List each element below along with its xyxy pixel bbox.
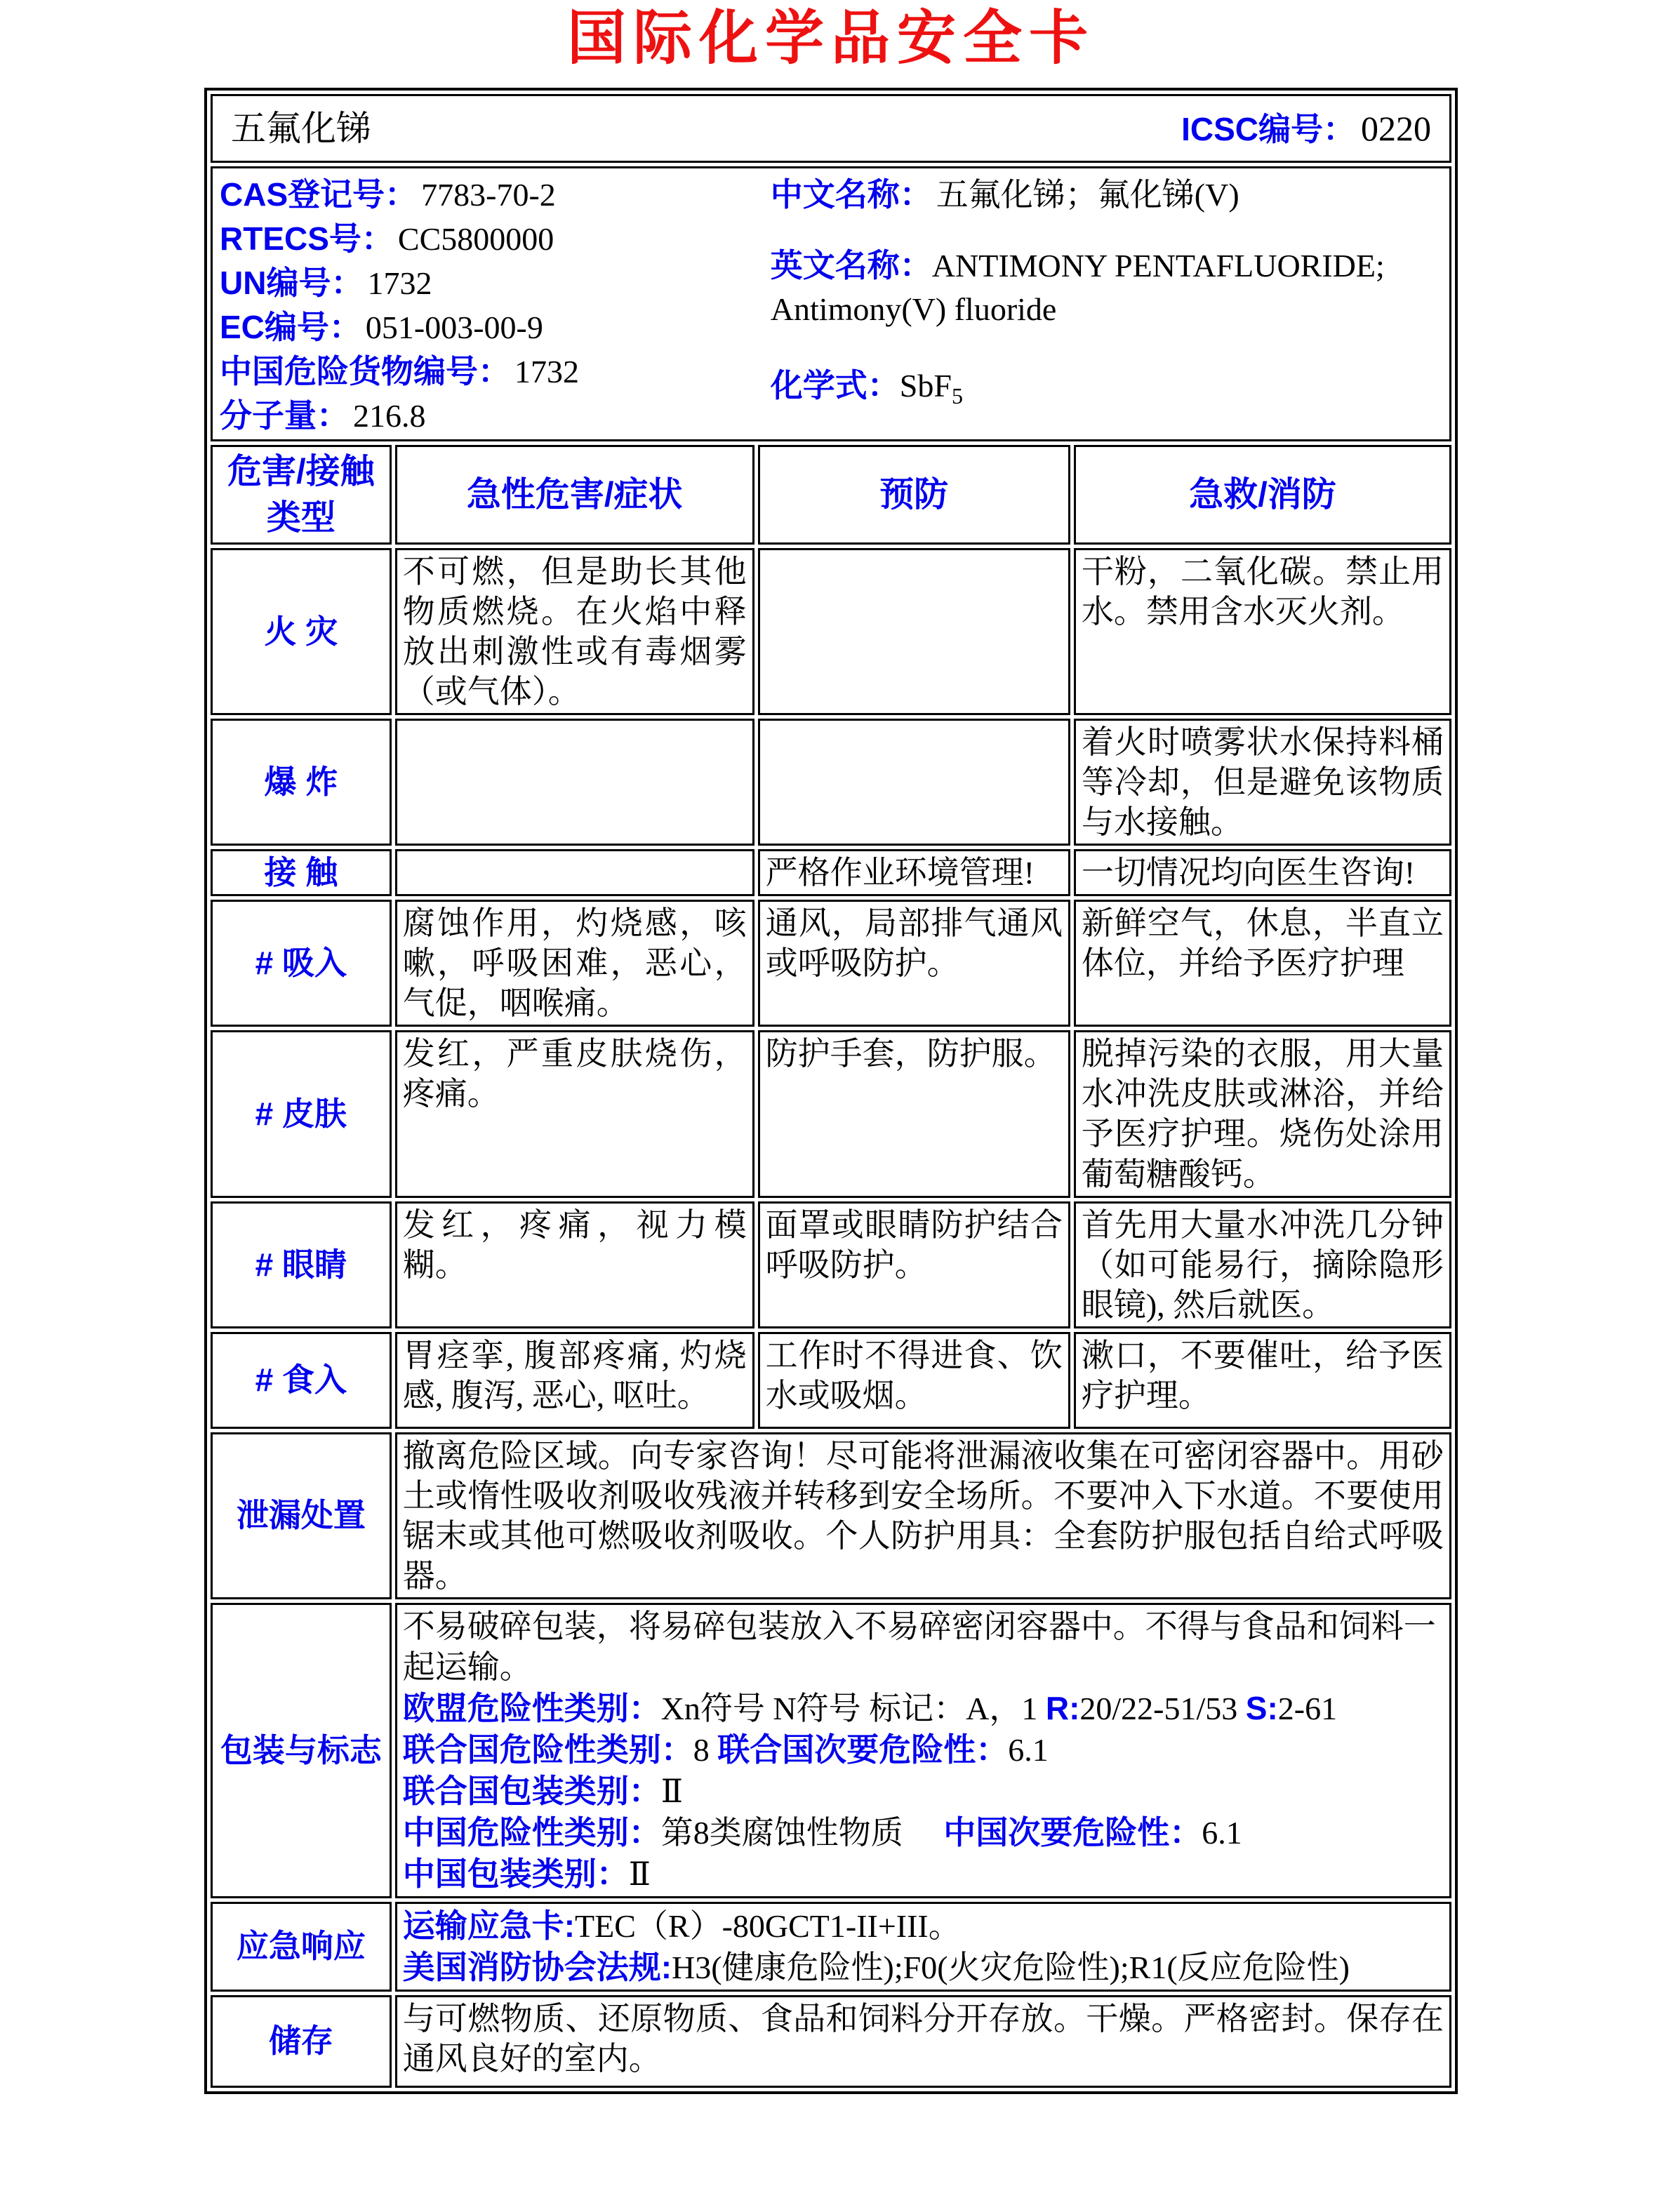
icsc-number: 0220 — [1361, 108, 1431, 148]
emergency-nfpa-line: 美国消防协会法规:H3(健康危险性);F0(火灾危险性);R1(反应危险性) — [402, 1948, 1350, 1985]
packaging-eu-line: 欧盟危险性类别：Xn符号 N符号 标记：A，1 R:20/22-51/53 S:2-61 — [402, 1689, 1338, 1726]
formula-label: 化学式： — [770, 366, 900, 404]
rtecs-label: RTECS号： — [220, 220, 394, 257]
emergency-cell — [395, 1902, 1451, 1992]
info-row-china-dg — [220, 349, 771, 394]
row-label-eyes: # 眼睛 — [211, 1201, 392, 1328]
info-section — [211, 166, 1451, 441]
row-label-skin: # 皮肤 — [211, 1030, 392, 1197]
emergency-tec-line: 运输应急卡:TEC（R）-80GCT1-II+III。 — [402, 1907, 961, 1944]
row-label-explosion: 爆 炸 — [211, 719, 392, 846]
contact-symptoms — [395, 849, 754, 896]
english-name-label: 英文名称： — [770, 246, 932, 284]
ec-label: EC编号： — [220, 308, 361, 345]
fire-firstaid: 干粉，二氧化碳。禁止用水。禁用含水灭火剂。 — [1074, 548, 1451, 715]
china-dg-value: 1732 — [514, 353, 579, 389]
eyes-symptoms: 发红，疼痛，视力模糊。 — [395, 1201, 754, 1328]
spill-text: 撤离危险区域。向专家咨询！尽可能将泄漏液收集在可密闭容器中。用砂土或惰性吸收剂吸收残液并转移到安全场所。不要冲入下水道。不要使用锯末或其他可燃吸收剂吸收。个人防护用具：全套防护服包括自给式呼吸器。 — [395, 1432, 1451, 1599]
eyes-prevention: 面罩或眼睛防护结合呼吸防护。 — [758, 1201, 1070, 1328]
contact-prevention: 严格作业环境管理! — [758, 849, 1070, 896]
rtecs-value: CC5800000 — [397, 220, 554, 257]
cas-value: 7783-70-2 — [421, 176, 556, 213]
identifier-list — [220, 173, 771, 438]
storage-text: 与可燃物质、还原物质、食品和饲料分开存放。干燥。严格密封。保存在通风良好的室内。 — [395, 1995, 1451, 2088]
icsc-label: ICSC编号： — [1181, 110, 1355, 147]
icsc-card-table — [204, 88, 1458, 2094]
row-label-packaging: 包装与标志 — [211, 1603, 392, 1898]
contact-firstaid: 一切情况均向医生咨询! — [1074, 849, 1451, 896]
molweight-value: 216.8 — [353, 397, 426, 434]
explosion-symptoms — [395, 719, 754, 846]
row-label-contact: 接 触 — [211, 849, 392, 896]
page-title: 国际化学品安全卡 — [566, 6, 1095, 72]
fire-prevention — [758, 548, 1070, 715]
info-row-rtecs — [220, 217, 771, 261]
symptoms-header: 急性危害/症状 — [395, 445, 754, 545]
icsc-number-group — [1181, 107, 1431, 150]
un-label: UN编号： — [220, 264, 364, 301]
molweight-label: 分子量： — [220, 397, 349, 434]
fire-symptoms: 不可燃，但是助长其他物质燃烧。在火焰中释放出刺激性或有毒烟雾（或气体）。 — [395, 548, 754, 715]
skin-prevention: 防护手套，防护服。 — [758, 1030, 1070, 1197]
un-value: 1732 — [367, 265, 432, 301]
prevention-header: 预防 — [758, 445, 1070, 545]
chinese-name-value: 五氟化锑；氟化锑(V) — [936, 176, 1239, 213]
firstaid-header: 急救/消防 — [1074, 445, 1451, 545]
skin-symptoms: 发红，严重皮肤烧伤，疼痛。 — [395, 1030, 754, 1197]
hazard-type-header: 危害/接触 类型 — [211, 445, 392, 545]
formula-subscript: 5 — [951, 382, 963, 408]
packaging-cn-class-line: 中国危险性类别：第8类腐蚀性物质 中国次要危险性：6.1 — [402, 1813, 1242, 1851]
eyes-firstaid: 首先用大量水冲洗几分钟（如可能易行，摘除隐形眼镜), 然后就医。 — [1074, 1201, 1451, 1328]
english-name-value: ANTIMONY PENTAFLUORIDE; Antimony(V) fluoride — [770, 247, 1385, 327]
s-phrase-label: S: — [1245, 1689, 1278, 1726]
chemical-name: 五氟化锑 — [231, 108, 371, 148]
skin-firstaid: 脱掉污染的衣服，用大量水冲洗皮肤或淋浴，并给予医疗护理。烧伤处涂用葡萄糖酸钙。 — [1074, 1030, 1451, 1197]
row-label-inhalation: # 吸入 — [211, 900, 392, 1027]
inhalation-prevention: 通风，局部排气通风或呼吸防护。 — [758, 900, 1070, 1027]
inhalation-firstaid: 新鲜空气，休息，半直立体位，并给予医疗护理 — [1074, 900, 1451, 1027]
info-row-un — [220, 261, 771, 305]
chinese-name-row — [771, 173, 1444, 217]
ingestion-prevention: 工作时不得进食、饮水或吸烟。 — [758, 1332, 1070, 1429]
explosion-firstaid: 着火时喷雾状水保持料桶等冷却，但是避免该物质与水接触。 — [1074, 719, 1451, 846]
row-label-ingestion: # 食入 — [211, 1332, 392, 1429]
packaging-intro: 不易破碎包装，将易碎包装放入不易碎密闭容器中。不得与食品和饲料一起运输。 — [402, 1608, 1436, 1685]
inhalation-symptoms: 腐蚀作用，灼烧感，咳嗽，呼吸困难，恶心，气促，咽喉痛。 — [395, 900, 754, 1027]
row-label-spill: 泄漏处置 — [211, 1432, 392, 1599]
info-row-ec — [220, 305, 771, 349]
info-row-molweight — [220, 394, 771, 438]
r-phrase-label: R: — [1045, 1689, 1080, 1726]
name-list — [771, 173, 1444, 438]
packaging-cell — [395, 1603, 1451, 1898]
ec-value: 051-003-00-9 — [365, 309, 543, 345]
explosion-prevention — [758, 719, 1070, 846]
formula-value: SbF$_5$ — [899, 367, 963, 408]
ingestion-symptoms: 胃痉挛, 腹部疼痛, 灼烧感, 腹泻, 恶心, 呕吐。 — [395, 1332, 754, 1429]
info-row-cas — [220, 173, 771, 217]
row-label-storage: 储存 — [211, 1995, 392, 2088]
row-label-emergency: 应急响应 — [211, 1902, 392, 1992]
cas-label: CAS登记号： — [220, 175, 418, 213]
packaging-un-pack-line: 联合国包装类别：Ⅱ — [402, 1772, 683, 1809]
china-dg-label: 中国危险货物编号： — [220, 352, 510, 389]
english-name-row — [771, 244, 1444, 331]
packaging-un-class-line: 联合国危险性类别：8 联合国次要危险性：6.1 — [402, 1731, 1049, 1768]
row-label-fire: 火 灾 — [211, 548, 392, 715]
formula-row — [771, 364, 1444, 418]
packaging-cn-pack-line: 中国包装类别：Ⅱ — [402, 1855, 651, 1892]
ingestion-firstaid: 漱口，不要催吐，给予医疗护理。 — [1074, 1332, 1451, 1429]
name-header-cell — [211, 94, 1451, 163]
chinese-name-label: 中文名称： — [770, 175, 932, 213]
